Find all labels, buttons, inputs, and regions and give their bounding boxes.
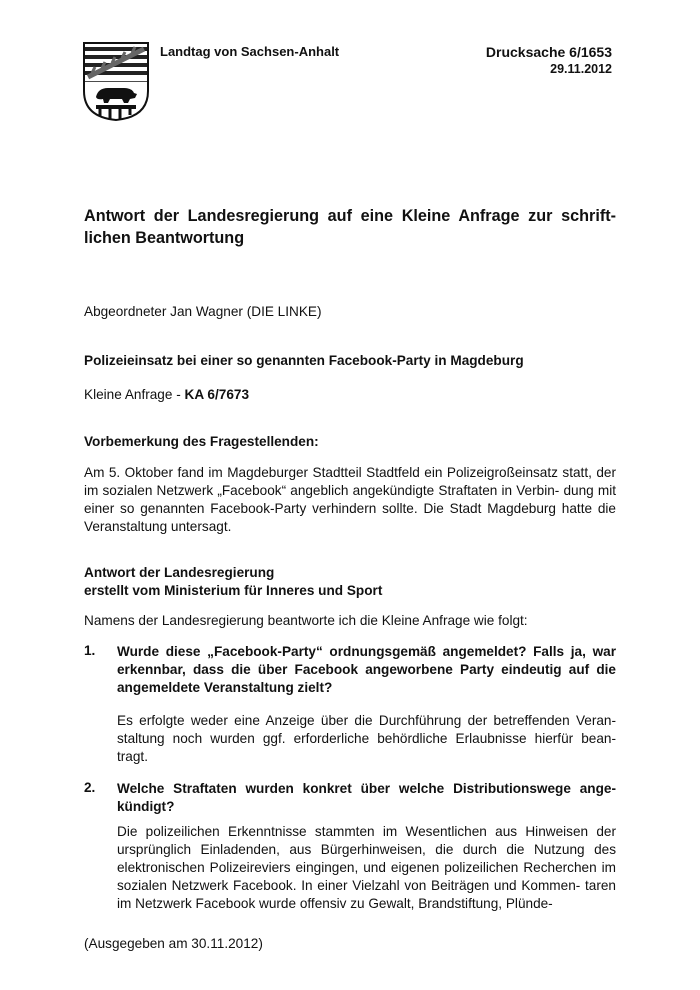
question-text: Welche Straftaten wurden konkret über welche Distributionswege ange- kündigt? xyxy=(117,781,616,814)
document-title: Antwort der Landesregierung auf eine Kleine Anfrage zur schrift- lichen Beantwortung xyxy=(84,207,616,247)
question-number: 2. xyxy=(84,780,96,795)
inquiry-subject: Polizeieinsatz bei einer so genannten Facebook-Party in Magdeburg xyxy=(84,353,524,368)
coat-of-arms-icon xyxy=(82,41,150,121)
drucksache-number: Drucksache 6/1653 xyxy=(485,44,612,60)
inquiry-reference xyxy=(84,386,616,404)
preliminary-heading: Vorbemerkung des Fragestellenden: xyxy=(84,434,319,449)
answer-heading-line1: Antwort der Landesregierung xyxy=(84,565,275,580)
question-number: 1. xyxy=(84,643,96,658)
document-meta xyxy=(486,44,612,76)
answer-text: Es erfolgte weder eine Anzeige über die Durchführung der betreffenden Veran- staltung noch wurden ggf. erforderliche behördliche Erlaubnisse hierfür bean- tragt. xyxy=(117,713,616,764)
answer-heading xyxy=(84,564,616,600)
preliminary-text: Am 5. Oktober fand im Magdeburger Stadtteil Stadtfeld ein Polizeigroßeinsatz statt, der im sozialen Netzwerk „Facebook“ angeblich angekündigte Straftaten in Verbin- dung mit einer so genannten Facebook-Party verhindern sollte. Die Stadt Magdeburg hatte die Veranstaltung untersagt. xyxy=(84,465,616,534)
document-date: 29.11.2012 xyxy=(550,62,612,76)
inquiry-number: KA 6/7673 xyxy=(184,387,249,402)
question-text: Wurde diese „Facebook-Party“ ordnungsgemäß angemeldet? Falls ja, war erkennbar, dass die über Facebook angeworbene Party eindeutig auf die angemeldete Veranstaltung zielt? xyxy=(117,644,616,695)
answer-intro: Namens der Landesregierung beantworte ich die Kleine Anfrage wie folgt: xyxy=(84,613,528,628)
publication-note: (Ausgegeben am 30.11.2012) xyxy=(84,936,263,951)
inquiry-prefix: Kleine Anfrage - xyxy=(84,387,185,402)
member-name: Abgeordneter Jan Wagner (DIE LINKE) xyxy=(84,304,322,319)
parliament-name: Landtag von Sachsen-Anhalt xyxy=(160,44,340,59)
answer-heading-line2: erstellt vom Ministerium für Inneres und Sport xyxy=(84,583,383,598)
answer-text: Die polizeilichen Erkenntnisse stammten im Wesentlichen aus Hinweisen der ursprünglich Einladenden, aus Bürgerhinweisen, die durch die Nutzung des elektronischen Polizeireviers eingingen, und eigenen polizeilichen Recherchen im sozialen Netzwerk Facebook. In einer Vielzahl von Beiträgen und Kommen- taren im Netzwerk Facebook wurde offensiv zu Gewalt, Brandstiftung, Plünde- xyxy=(117,824,616,911)
